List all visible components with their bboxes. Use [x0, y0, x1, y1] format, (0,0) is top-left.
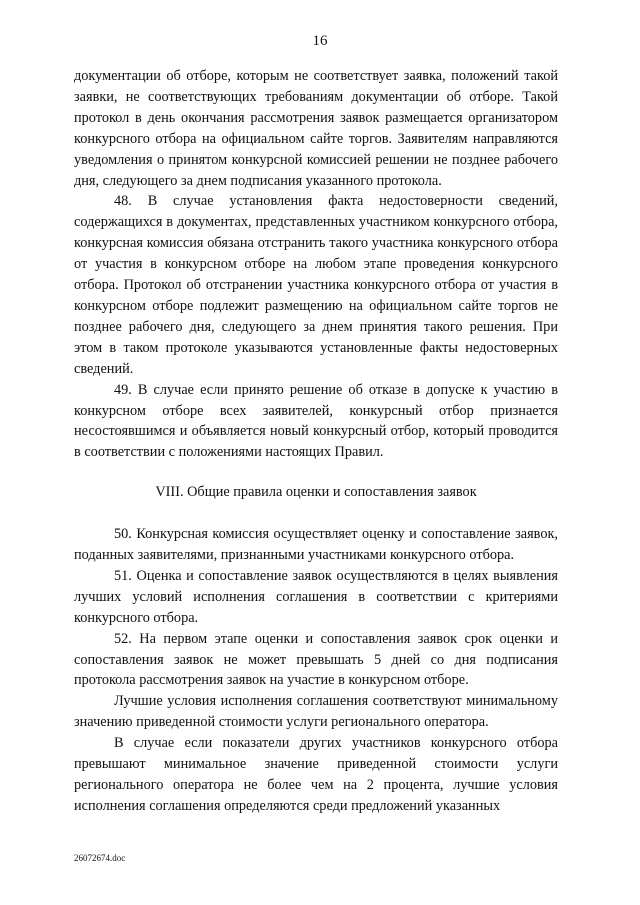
document-body: [74, 66, 558, 817]
paragraph-48: 48. В случае установления факта недостоверности сведений, содержащихся в документах, представленных участником конкурсного отбора, конкурсная комиссия обязана отстранить такого участника конкурсного отбора от участия в конкурсном отборе на любом этапе проведения конкурсного отбора. Протокол об отстранении участника конкурсного отбора от участия в конкурсном отборе подлежит размещению на официальном сайте торгов не позднее рабочего дня, следующего за днем принятия такого решения. При этом в таком протоколе указываются установленные факты недостоверных сведений.: [74, 193, 558, 377]
file-name-footer: 26072674.doc: [74, 853, 126, 863]
page-number: 16: [312, 33, 328, 49]
paragraph-continuation: документации об отборе, которым не соответствует заявка, положений такой заявки, не соответствующих требованиям документации об отборе. Такой протокол в день окончания рассмотрения заявок размещается организатором конкурсного отбора на официальном сайте торгов. Заявителям направляются уведомления о принятом конкурсной комиссией решении не позднее рабочего дня, следующего за днем подписания указанного протокола.: [74, 68, 558, 189]
paragraph-52: 52. На первом этапе оценки и сопоставления заявок срок оценки и сопоставления заявок не может превышать 5 дней со дня подписания протокола рассмотрения заявок на участие в конкурсном отборе.: [74, 630, 558, 689]
paragraph-51: 51. Оценка и сопоставление заявок осуществляются в целях выявления лучших условий исполнения соглашения в соответствии с критериями конкурсного отбора.: [74, 567, 558, 626]
paragraph-best-conditions: Лучшие условия исполнения соглашения соответствуют минимальному значению приведенной стоимости услуги регионального оператора.: [74, 693, 558, 731]
paragraph-49: 49. В случае если принято решение об отказе в допуске к участию в конкурсном отборе всех заявителей, конкурсный отбор признается несостоявшимся и объявляется новый конкурсный отбор, который проводится в соответствии с положениями настоящих Правил.: [74, 381, 558, 461]
section-heading: VIII. Общие правила оценки и сопоставления заявок: [155, 484, 477, 501]
paragraph-50: 50. Конкурсная комиссия осуществляет оценку и сопоставление заявок, поданных заявителями, признанными участниками конкурсного отбора.: [74, 526, 558, 564]
paragraph-other-participants: В случае если показатели других участников конкурсного отбора превышают минимальное значение приведенной стоимости услуги регионального оператора не более чем на 2 процента, лучшие условия исполнения соглашения определяются среди предложений указанных: [74, 735, 558, 814]
